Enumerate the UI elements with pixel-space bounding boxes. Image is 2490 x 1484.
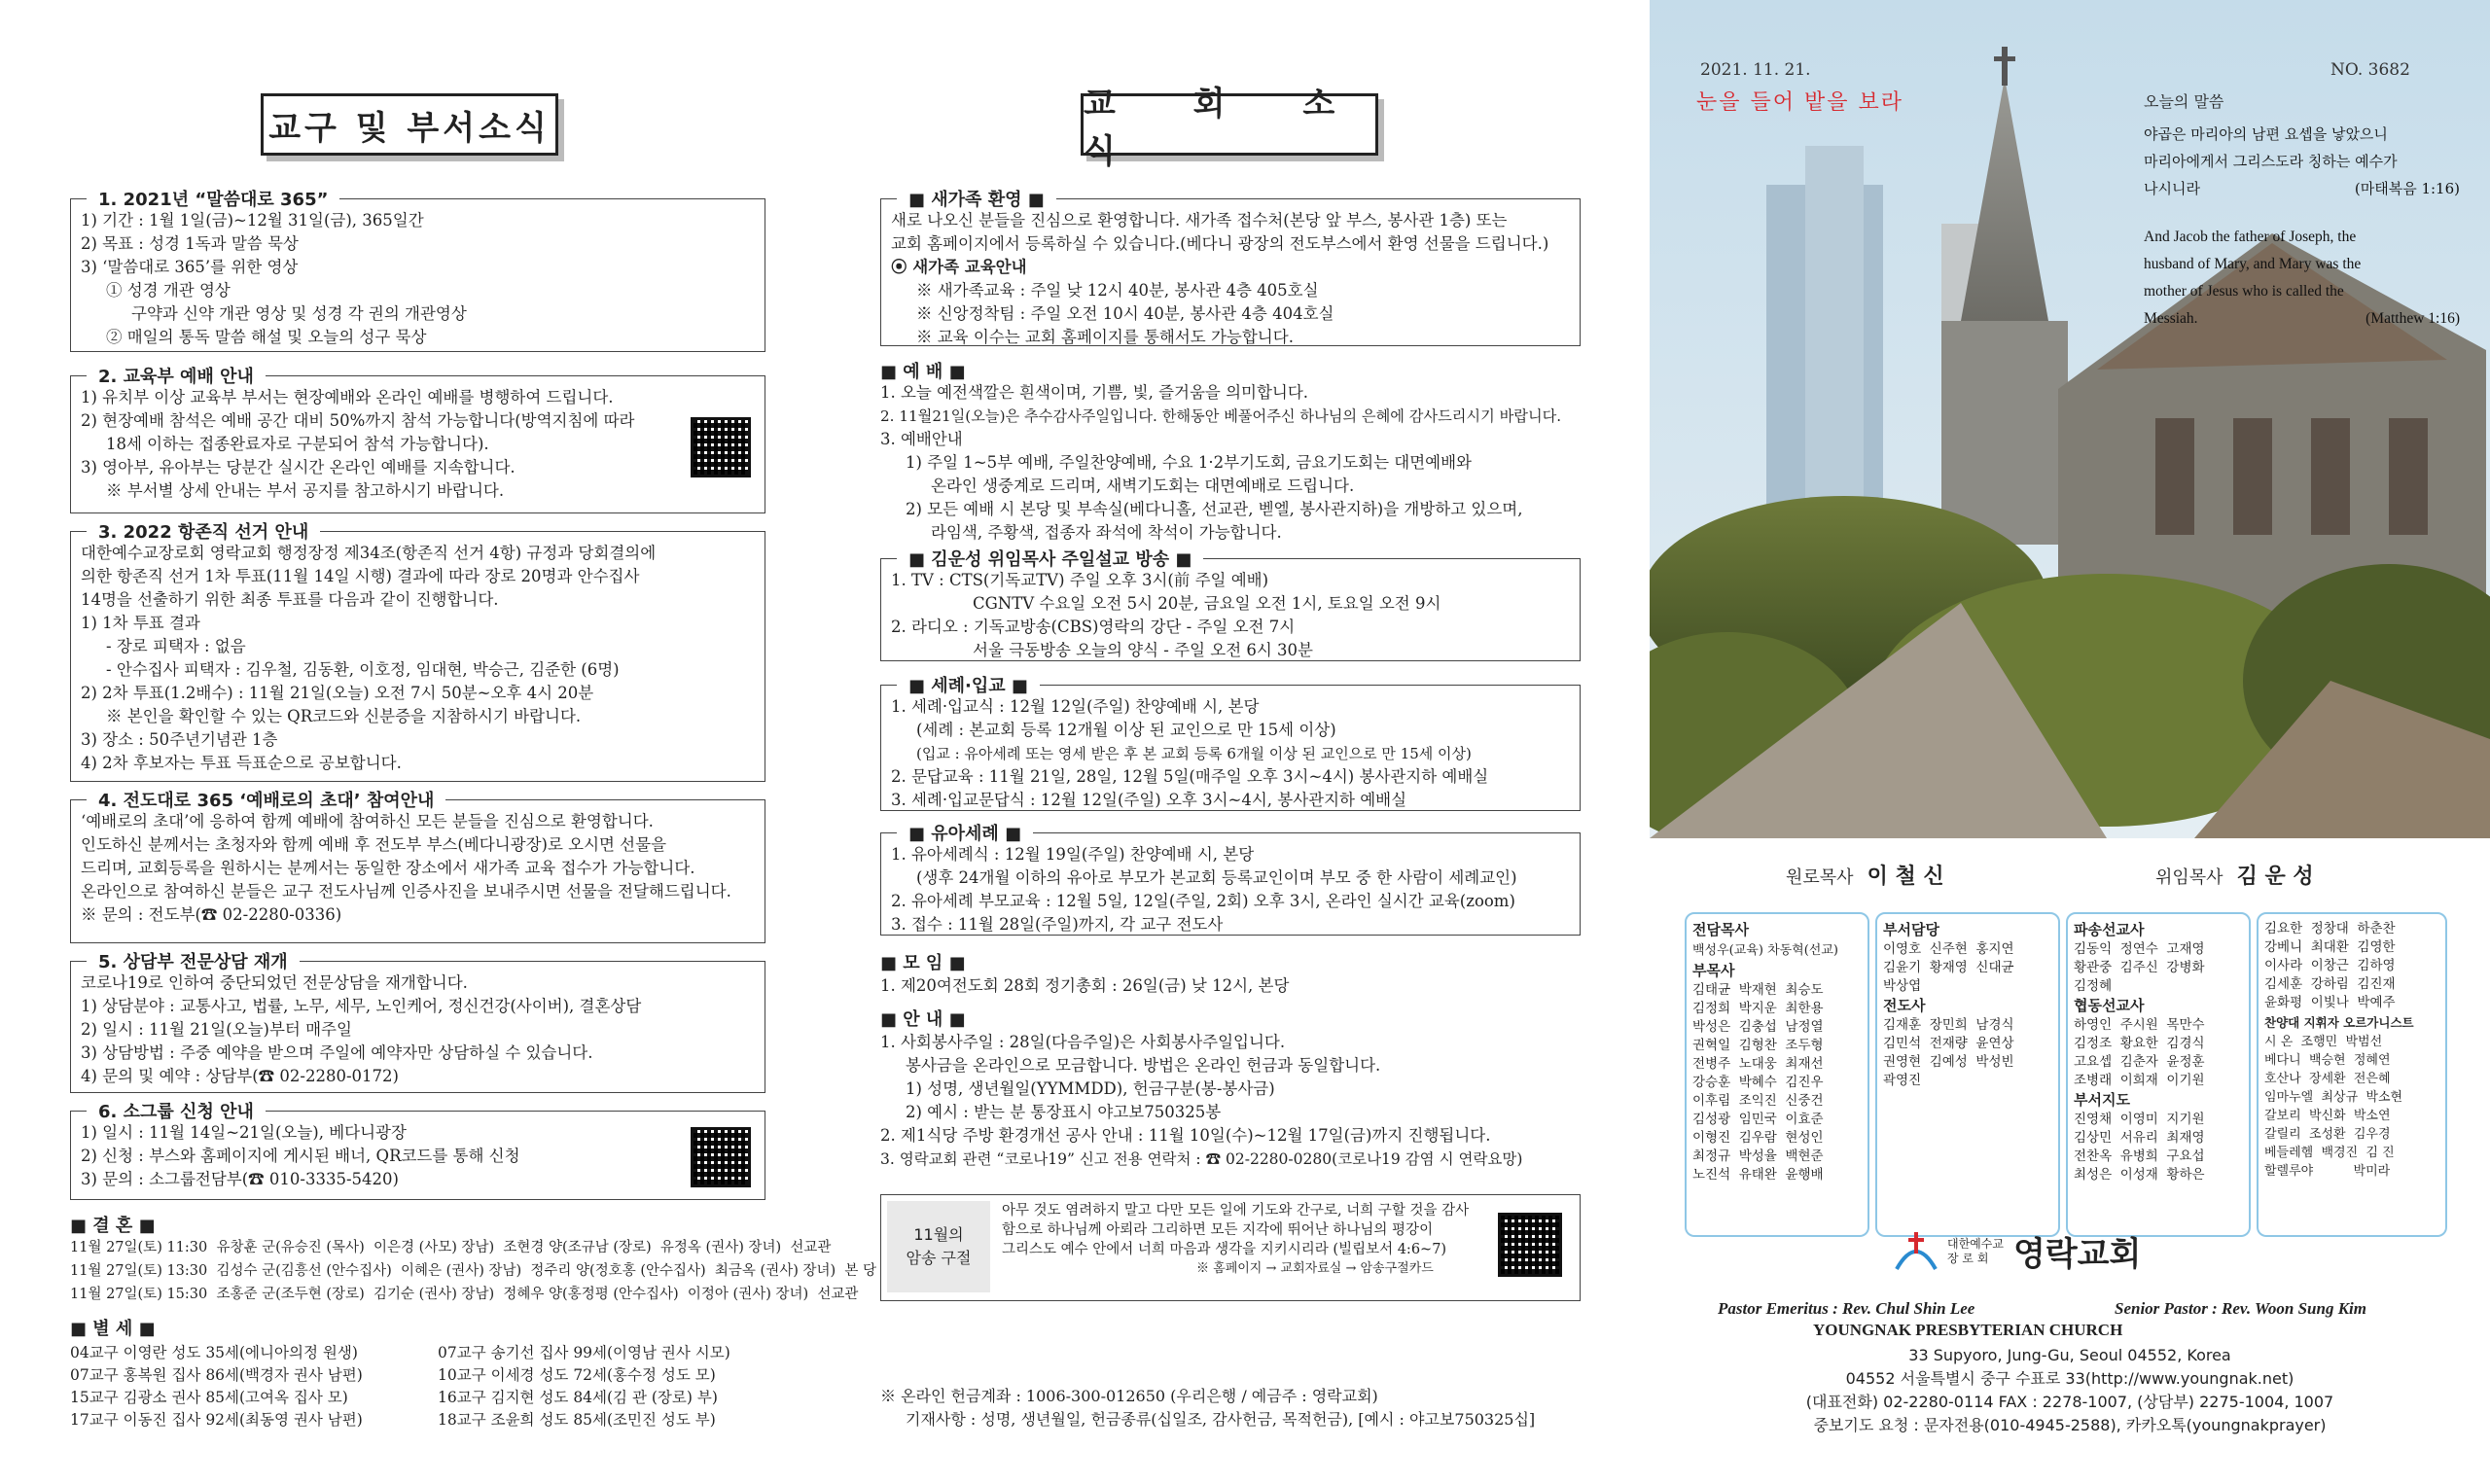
text-line: 1) 상담분야 : 교통사고, 법률, 노무, 세무, 노인케어, 정신건강(사이버), 결혼상담 [81,997,642,1015]
text-line: - 안수집사 피택자 : 김우철, 김동환, 이호정, 임대현, 박승근, 김준한 (6명) [106,660,620,679]
text-line: 2. 라디오 : 기독교방송(CBS)영락의 강단 - 주일 오전 7시 [891,618,1296,636]
text-line: 2) 현장예배 참석은 예배 공간 대비 50%까지 참석 가능합니다(방역지침에 따라 [81,411,635,430]
text-line: 2. 11월21일(오늘)은 추수감사주일입니다. 한해동안 베풀어주신 하나님의 은혜에 감사드리시기 바랍니다. [880,407,1562,425]
death-row: 07교구 홍복원 집사 86세(백경자 권사 남편) [70,1366,363,1384]
text-line: 라임색, 주황색, 접종자 좌석에 착석이 가능합니다. [931,523,1282,542]
box-header: 2. 교육부 예배 안내 [87,363,266,388]
notice-list [880,1031,1581,1171]
text-line: 1. 세례·입교식 : 12월 12일(주일) 찬양예배 시, 본당 [891,697,1260,716]
text-line: 3. 영락교회 관련 “코로나19” 신고 전용 연락처 : ☎ 02-2280-0280(코로나19 감염 시 연락요망) [880,1150,1523,1168]
text-line: 14명을 선출하기 위한 최종 투표를 다음과 같이 진행합니다. [81,590,499,609]
box-small-group [70,1102,765,1200]
text-line: 2. 제1식당 주방 환경개선 공사 안내 : 11월 10일(수)~12월 17일(금)까지 진행됩니다. [880,1126,1491,1145]
text-line: (입교 : 유아세례 또는 영세 받은 후 본 교회 등록 6개월 이상 된 교인으로 만 15세 이상) [916,745,1472,762]
death-header: ■ 별 세 ■ [70,1319,156,1339]
death-row: 15교구 김광소 권사 85세(고여옥 집사 모) [70,1389,348,1406]
text-line: 3) ‘말씀대로 365’를 위한 영상 [81,258,299,276]
wedding-row: 11월 27일(토) 11:30 유창훈 군(유승진 (목사) 이은경 (사모) 장남) 조현경 양(조규남 (장로) 유정옥 (권사) 장녀) 선교관 [70,1240,832,1255]
text-line: 대한예수교장로회 영락교회 행정장정 제34조(항존직 선거 4항) 규정과 당회결의에 [81,544,657,562]
bulletin-date: 2021. 11. 21. [1700,60,1811,80]
church-logo [1893,1227,2141,1275]
box-education-worship [70,367,765,513]
text-line: 새로 나오신 분들을 진심으로 환영합니다. 새가족 접수처(본당 앞 부스, 봉사관 1층) 또는 [891,211,1508,230]
death-row: 04교구 이영란 성도 35세(에니아의정 원생) [70,1344,358,1361]
text-line: 1) 일시 : 11월 14일~21일(오늘), 베다니광장 [81,1123,407,1142]
text-line: 4) 문의 및 예약 : 상담부(☎ 02-2280-0172) [81,1067,399,1085]
text-line: 3) 장소 : 50주년기념관 1층 [81,730,278,749]
death-row: 16교구 김지현 성도 84세(김 관 (장로) 부) [438,1389,718,1406]
text-line: 4) 2차 후보자는 투표 득표순으로 공보합니다. [81,754,402,772]
text-line: ※ 교육 이수는 교회 홈페이지를 통해서도 가능합니다. [916,328,1294,346]
text-line: 온라인 생중계로 드리며, 새벽기도회는 대면예배로 드립니다. [931,477,1355,495]
slogan: 눈을 들어 밭을 보라 [1696,90,1903,115]
memory-verse-text: 아무 것도 염려하지 말고 다만 모든 일에 기도와 간구로, 너희 구할 것을 감사 함으로 하나님께 아뢰라 그리하면 모든 지각에 뛰어난 하나님의 평강이 그리스도 예수 안에서 너희 마음과 생각을 지키시리라 (빌립보서 4:6~7) ※ 홈페이지 → 교회자료실 → 암송구절카드 [1002,1203,1470,1276]
offering-info: ※ 온라인 헌금계좌 : 1006-300-012650 (우리은행 / 예금주 : 영락교회) 기재사항 : 성명, 생년월일, 헌금종류(십일조, 감사헌금, 목적헌금), [예시 : 야고보750325십] [880,1387,1536,1429]
text-line: ‘예배로의 초대’에 응하여 함께 예배에 참여하신 모든 분들을 진심으로 환영합니다. [81,812,654,830]
text-line: 3) 영아부, 유아부는 당분간 실시간 온라인 예배를 지속합니다. [81,458,516,477]
senior-pastor-en: Senior Pastor : Rev. Woon Sung Kim [2115,1299,2366,1318]
church-name-en: YOUNGNAK PRESBYTERIAN CHURCH [1813,1321,2123,1339]
text-line: 2) 목표 : 성경 1독과 말씀 묵상 [81,234,299,253]
logo-denomination: 대한예수교 장 로 회 [1947,1236,2004,1265]
text-line: ※ 새가족교육 : 주일 낮 12시 40분, 봉사관 4층 405호실 [916,281,1319,300]
box-broadcast [880,549,1581,661]
text-line: 3. 예배안내 [880,430,963,448]
meeting-header: ■ 모 임 ■ [880,953,966,973]
text-line: 1. 유아세례식 : 12월 19일(주일) 찬양예배 시, 본당 [891,845,1255,864]
staff-card-departments: 부서담당 이영호 신주현 홍지연 김윤기 황재영 신대균 박상엽 전도사 김재훈 장민희 남경식 김민석 전재량 윤연상 권영현 김예성 박성빈 곽영진 [1875,912,2060,1237]
text-line: 1. TV : CTS(기독교TV) 주일 오후 3시(前 주일 예배) [891,571,1269,589]
text-line: 1. 오늘 예전색깔은 흰색이며, 기쁨, 빛, 즐거움을 의미합니다. [880,383,1309,402]
text-line: ※ 본인을 확인할 수 있는 QR코드와 신분증을 지참하시기 바랍니다. [106,707,582,725]
text-line: CGNTV 수요일 오전 5시 20분, 금요일 오전 1시, 토요일 오전 9시 [973,594,1441,613]
verse-korean: 야곱은 마리아의 남편 요셉을 낳았으니 마리아에게서 그리스도라 칭하는 예수가 나시니라 (마태복음 1:16) [2144,125,2460,197]
box-header: 6. 소그룹 신청 안내 [87,1098,266,1123]
death-row: 17교구 이동진 집사 92세(최동영 권사 남편) [70,1411,363,1429]
qr-code-education[interactable] [691,417,751,477]
staff-card-pastors: 전담목사 백성우(교육) 차동혁(선교) 부목사 김태균 박재현 최승도 김정희 박지운 최한용 박성은 김충섭 남정열 권혁일 김형찬 조두형 전병주 노대웅 최재선 강승훈 박혜수 김진우 이후림 조익진 신중건 김성광 임민국 이효준 이형진 김우람 현성인 최정규 박성율 백현준 노진석 유태완 윤행배 [1685,912,1869,1237]
text-line: 3) 상담방법 : 주중 예약을 받으며 주일에 예약자만 상담하실 수 있습니다. [81,1043,593,1062]
box-infant-baptism [880,824,1581,936]
box-header: 5. 상담부 전문상담 재개 [87,948,300,973]
box-counseling [70,952,765,1093]
text-line: 1) 기간 : 1월 1일(금)~12월 31일(금), 365일간 [81,211,424,230]
section-title-district-news: 교구 및 부서소식 [261,93,558,156]
wedding-row: 11월 27일(토) 15:30 조홍준 군(조두현 (장로) 김기순 (권사) 장남) 정혜우 양(홍정평 (안수집사) 이정아 (권사) 장녀) 선교관 [70,1287,859,1302]
text-line: ① 성경 개관 영상 [106,281,231,300]
text-line: 2) 2차 투표(1.2배수) : 11월 21일(오늘) 오전 7시 50분~오후 4시 20분 [81,684,594,702]
qr-code-small-group[interactable] [691,1127,751,1187]
text-line: - 장로 피택자 : 없음 [106,637,246,655]
staff-card-choir: 김요한 정창대 하춘찬 강베니 최대환 김영한 이사라 이창근 김하영 김세훈 강하림 김진재 윤화평 이빛나 박예주 찬양대 지휘자 오르가니스트 시 온 조행민 박범선 베다니 백승현 정혜연 호산나 장세환 전은혜 임마누엘 최상규 박소현 갈보리 박신화 박소연 갈릴리 조성환 김우경 베들레헴 백경진 김 진 할렐루야 박미라 [2257,912,2447,1237]
notice-header: ■ 안 내 ■ [880,1009,966,1030]
text-line: ※ 부서별 상세 안내는 부서 공지를 참고하시기 바랍니다. [106,481,505,500]
text-line: 2) 모든 예배 시 본당 및 부속실(베다니홀, 선교관, 벧엘, 봉사관지하)을 개방하고 있으며, [906,500,1523,518]
worship-header: ■ 예 배 ■ [880,362,966,382]
text-line: 1) 성명, 생년월일(YYMMDD), 헌금구분(봉-봉사금) [906,1079,1275,1098]
staff-card-missionaries: 파송선교사 김동익 정연수 고재영 황관중 김주신 강병화 김정혜 협동선교사 하영인 주시원 목만수 김정조 황요한 김경식 고요셉 김춘자 윤정훈 조병래 이희재 이기원 부서지도 진영채 이영미 지기원 김상민 서유리 최재영 전찬옥 유병희 구요섭 최성은 이성재 황하은 [2066,912,2251,1237]
bulletin-number: NO. 3682 [2330,60,2410,80]
memory-verse-box [880,1194,1581,1301]
church-contact: 33 Supyoro, Jung-Gu, Seoul 04552, Korea 04552 서울특별시 중구 수표로 33(http://www.youngnak.net) (대표전화) 02-2280-0114 FAX : 2278-1007, (상담부) 2275-1004, 1007 중보기도 요청 : 문자전용(010-4945-2588), 카카오톡(youngnakprayer) [1805,1346,2334,1434]
verse-english: And Jacob the father of Joseph, the husband of Mary, and Mary was the mother of Jesus who is called the Messiah. (Matthew 1:16) [2144,229,2460,327]
text-line: 2) 예시 : 받는 분 통장표시 야고보750325봉 [906,1103,1222,1121]
box-header: ■ 세례·입교 ■ [897,672,1040,697]
text-line: 3. 세례·입교문답식 : 12월 12일(주일) 오후 3시~4시, 봉사관지하 예배실 [891,791,1407,809]
text-line: 2. 유아세례 부모교육 : 12월 5일, 12일(주일, 2회) 오후 3시, 온라인 실시간 교육(zoom) [891,892,1515,910]
death-row: 10교구 이세경 성도 72세(홍수정 성도 모) [438,1366,716,1384]
text-line: 온라인으로 참여하신 분들은 교구 전도사님께 인증사진을 보내주시면 선물을 전달해드립니다. [81,882,731,901]
left-column [70,0,876,1484]
text-line: 2) 일시 : 11월 21일(오늘)부터 매주일 [81,1020,352,1039]
middle-column [880,0,1581,1484]
text-line: 구약과 신약 개관 영상 및 성경 각 권의 개관영상 [131,304,467,323]
qr-code-memory-verse[interactable] [1498,1213,1562,1277]
text-line: ※ 신앙정착팀 : 주일 오전 10시 40분, 봉사관 4층 404호실 [916,304,1334,323]
text-line: ② 매일의 통독 말씀 해설 및 오늘의 성구 묵상 [106,328,427,346]
logo-church-name: 영락교회 [2012,1235,2142,1274]
box-bible-365 [70,190,765,352]
pastor-emeritus-en: Pastor Emeritus : Rev. Chul Shin Lee [1718,1299,1975,1318]
text-line: (세례 : 본교회 등록 12개월 이상 된 교인으로 만 15세 이상) [916,721,1336,739]
text-line: ※ 문의 : 전도부(☎ 02-2280-0336) [81,905,342,924]
text-line: 드리며, 교회등록을 원하시는 분께서는 동일한 장소에서 새가족 교육 접수가 가능합니다. [81,859,695,877]
wedding-row: 11월 27일(토) 13:30 김성수 군(김흥선 (안수집사) 이혜은 (권사) 장남) 정주리 양(정호홍 (안수집사) 최금옥 (권사) 장녀) 본 당 [70,1263,876,1279]
box-baptism [880,676,1581,811]
text-line: 1. 사회봉사주일 : 28일(다음주일)은 사회봉사주일입니다. [880,1033,1286,1051]
text-line: 3. 접수 : 11월 28일(주일)까지, 각 교구 전도사 [891,915,1224,934]
text-line: 2. 문답교육 : 11월 21일, 28일, 12월 5일(매주일 오후 3시~4시) 봉사관지하 예배실 [891,767,1489,786]
verse-label: 오늘의 말씀 [2144,92,2224,111]
text-line: 1) 1차 투표 결과 [81,614,200,632]
text-line: 인도하신 분께서는 초청자와 함께 예배 후 전도부 부스(베다니광장)로 오시면 선물을 [81,835,667,854]
text-line: 18세 이하는 접종완료자로 구분되어 참석 가능합니다). [106,435,489,453]
box-evangelism [70,791,765,943]
text-line: 서울 극동방송 오늘의 양식 - 주일 오전 6시 30분 [973,641,1313,659]
text-line: 교회 홈페이지에서 등록하실 수 있습니다.(베다니 광장의 전도부스에서 환영 선물을 드립니다.) [891,234,1549,253]
worship-list [880,381,1581,545]
text-line: 1. 제20여전도회 28회 정기총회 : 26일(금) 낮 12시, 본당 [880,976,1290,995]
text-line: 2) 신청 : 부스와 홈페이지에 게시된 배너, QR코드를 통해 신청 [81,1147,520,1165]
text-line: 코로나19로 인하여 중단되었던 전문상담을 재개합니다. [81,973,468,992]
death-row: 07교구 송기선 집사 99세(이영남 권사 시모) [438,1344,730,1361]
death-row: 18교구 조윤희 성도 85세(조민진 성도 부) [438,1411,716,1429]
box-header: 1. 2021년 “말씀대로 365” [87,186,339,211]
right-column [1650,0,2490,1484]
senior-pastor: 위임목사 김 운 성 [2155,865,2314,889]
box-header: ■ 유아세례 ■ [897,820,1033,845]
box-header: 4. 전도대로 365 ‘예배로의 초대’ 참여안내 [87,787,445,812]
wedding-header: ■ 결 혼 ■ [70,1216,156,1236]
text-line: 1) 유치부 이상 교육부 부서는 현장예배와 온라인 예배를 병행하여 드립니다. [81,388,614,406]
text-line: 3) 문의 : 소그룹전담부(☎ 010-3335-5420) [81,1170,399,1188]
church-logo-icon [1893,1230,1939,1273]
text-line: (생후 24개월 이하의 유아로 부모가 본교회 등록교인이며 부모 중 한 사람이 세례교인) [916,868,1517,887]
box-header: 3. 2022 항존직 선거 안내 [87,518,320,544]
text-line: ⦿ 새가족 교육안내 [891,258,1027,276]
box-header: ■ 새가족 환영 ■ [897,186,1056,211]
section-title-church-news: 교 회 소 식 [1081,93,1378,156]
box-new-family [880,190,1581,346]
church-photo [1650,0,2490,838]
text-line: 1) 주일 1~5부 예배, 주일찬양예배, 수요 1·2부기도회, 금요기도회는 대면예배와 [906,453,1472,472]
text-line: 봉사금을 온라인으로 모금합니다. 방법은 온라인 헌금과 동일합니다. [906,1056,1381,1075]
text-line: 의한 항존직 선거 1차 투표(11월 14일 시행) 결과에 따라 장로 20명과 안수집사 [81,567,640,585]
memory-verse-label: 11월의 암송 구절 [887,1201,990,1292]
box-election [70,522,765,782]
emeritus-pastor: 원로목사 이 철 신 [1786,865,1944,889]
box-header: ■ 김운성 위임목사 주일설교 방송 ■ [897,546,1203,571]
